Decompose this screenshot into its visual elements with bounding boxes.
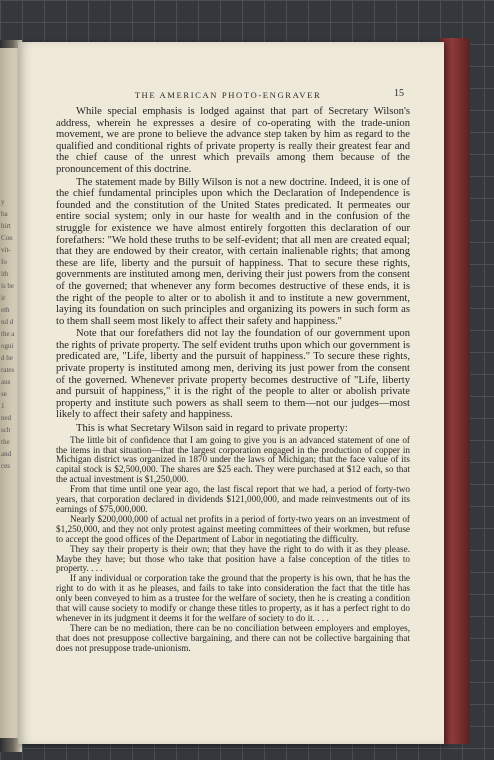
page-number: 15 bbox=[394, 88, 404, 99]
left-page-fragment: Con bbox=[1, 234, 13, 242]
left-page-fragment: itb bbox=[1, 270, 9, 278]
paragraph: This is what Secretary Wilson said in regard to private property: bbox=[76, 423, 348, 435]
quoted-paragraph: If any individual or corporation take the ground that the property is his own, that he has the right to do with it as he pleases, and fails to take into consideration the fact that the title has only been conveyed to him as a trustee for the welfare of society, then he is creating a condition that will cause society to modify or change these titles to property, as it has a perfect right to do whenever in its judgment it deems it for the welfare of society to do it. . . . bbox=[56, 573, 410, 623]
quoted-paragraph: They say their property is their own; that they have the right to do with it as they please. Maybe they have; but those who take that position have a false conception of the titles to property. . . . bbox=[56, 543, 410, 574]
left-page-fragment: is be bbox=[1, 282, 15, 290]
paragraph: Note that our forefathers did not lay the foundation of our government upon the rights of private property. The self evident truths upon which our government is predicated are, "Life, liberty and the pursuit of happiness." To secure these rights, private property is instituted among men, deriving its just power from the consent of the governed. Whenever private property becomes destructive of "Life, liberty and pursuit of happiness," it is the right of the people to alter or abolish private property and institute such powers as shall seem to them—not our judges—most likely to affect their safety and happiness. bbox=[56, 328, 410, 421]
quoted-paragraph: From that time until one year ago, the last fiscal report that we had, a period of forty-two years, that corporation declared in dividends $121,000,000, and made reinvestments out of its earnings of $75,000,000. bbox=[56, 484, 410, 514]
running-title: THE AMERICAN PHOTO-ENGRAVER bbox=[134, 90, 322, 100]
left-page-fragment: and bbox=[1, 450, 12, 458]
left-page-fragment: the bbox=[1, 438, 10, 446]
quoted-paragraph: The little bit of confidence that I am going to give you is an advanced statement of one of the items in that situation—that the largest corporation engaged in the production of copper in Michigan district was organized in 1870 under the laws of Michigan; that the face value of its capital stock is $2,500,000. The shares are $25 each. They were purchased at $12 each, so that the actual investment is $1,250,000. bbox=[56, 434, 410, 485]
left-page-fragment: ces bbox=[1, 462, 10, 470]
paragraph: While special emphasis is lodged against that part of Secretary Wilson's address, wherein he expresses a desire of co-operating with the trade-union movement, we are prone to believe the advance step taken by him as regard to the qualified and conditional rights of private property is really their greatest fear and the chief cause of the unrest which prevails among them because of the pronouncement of this doctrine. bbox=[56, 106, 410, 175]
left-page-fragment: aus bbox=[1, 378, 11, 386]
left-page-fragment: 1 bbox=[1, 402, 5, 410]
book-cover-edge bbox=[440, 38, 470, 744]
book-page bbox=[18, 42, 444, 744]
left-page-fragment: ir bbox=[1, 294, 6, 302]
left-page-fragment: se bbox=[1, 390, 7, 398]
paragraph: The statement made by Billy Wilson is not a new doctrine. Indeed, it is one of the chief fundamental principles upon which the Declaration of Independence is founded and the constitution of the United States predicated. It permeates our entire social system; only in our haste for wealth and in the confusion of the struggle for existence we have almost entirely forgotten this declaration of our forefathers: "We hold these truths to be self-evident; that all men are created equal; that they are endowed by their creator, with certain inalienable rights; that among these are life, liberty and the pursuit of happiness. That to secure these rights, governments are instituted among men, deriving their just powers from the consent of the governed; that whenever any form becomes destructive of these ends, it is the right of the people to alter or to abolish it and to institute a new government, laying its foundation on such principles and organizing its powers in such form as to them shall seem most likely to affect their safety and happiness." bbox=[56, 176, 410, 327]
left-page-fragment: nd d bbox=[1, 318, 14, 326]
left-page-fragment: y bbox=[1, 198, 5, 206]
left-page-fragment: rates bbox=[1, 366, 15, 374]
page-body bbox=[56, 106, 410, 654]
quoted-paragraph: There can be no mediation, there can be no conciliation between employers and employes, that does not presuppose collective bargaining, and there can not be collective bargaining that does not presuppose trade-unionism. bbox=[56, 622, 410, 653]
left-page-fragment: d be bbox=[1, 354, 13, 362]
left-page-fragment: sch bbox=[1, 426, 11, 434]
left-page-fragment: ned bbox=[1, 414, 12, 422]
left-page-fragment: fo bbox=[1, 258, 7, 266]
left-page-fragment: vit- bbox=[1, 246, 11, 254]
left-page-fragment: the a bbox=[1, 330, 15, 338]
left-page-fragment: ogui bbox=[1, 342, 14, 350]
left-page-fragment: hirt bbox=[1, 222, 11, 230]
quoted-paragraph: Nearly $200,000,000 of actual net profits in a period of forty-two years on an investment of $1,250,000, and they not only protest against meeting committees of their workmen, but refuse to accept the good offices of the Department of Labor in negotiating the difficulty. bbox=[56, 513, 410, 544]
left-page-fragment: ba bbox=[1, 210, 8, 218]
left-page-fragment: eth bbox=[1, 306, 10, 314]
